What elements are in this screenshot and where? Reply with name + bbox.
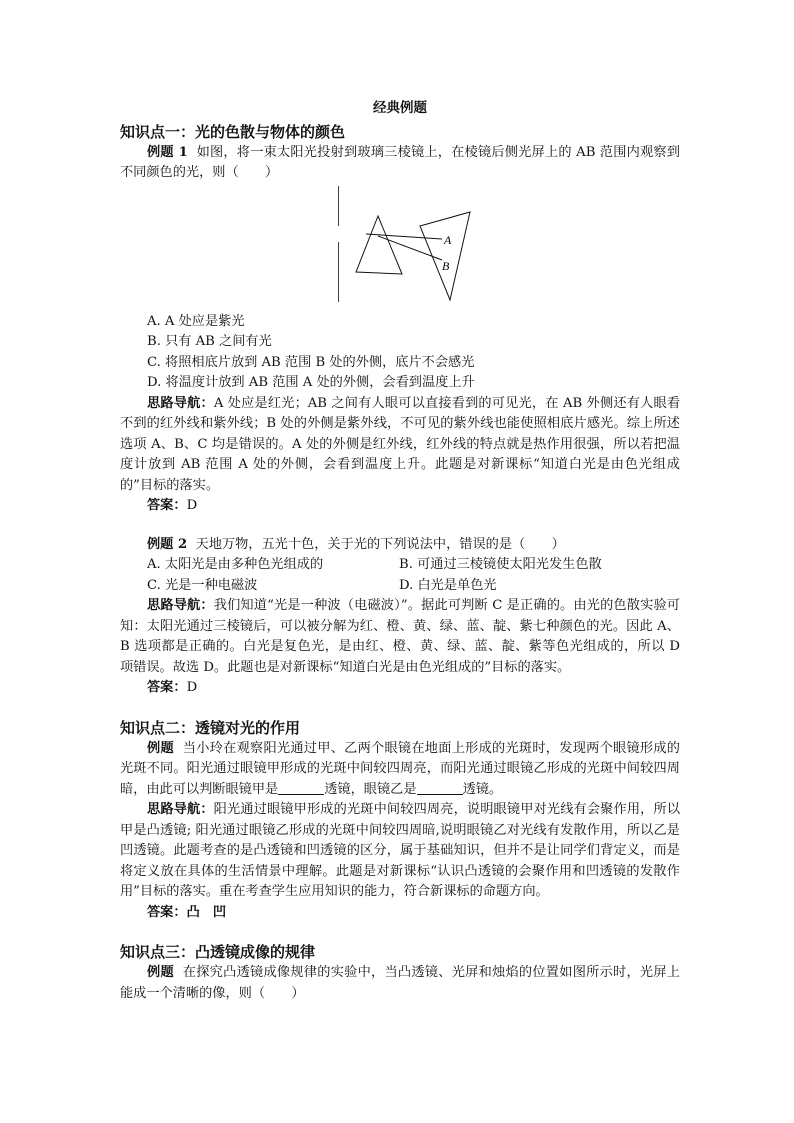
guide-text: 我们知道“光是一种波（电磁波）”。据此可判断 C 是正确的。由光的色散实验可知：太阳光通过三棱镜后，可以被分解为红、橙、黄、绿、蓝、靛、紫七种颜色的光。因此 A、B 选项都是正确的。白光是复色光，是由红、橙、黄、绿、蓝、靛、紫等色光组成的，所以 D 项错误。故选 D。此题也是对新课标“知道白光是由色光组成的”目标的落实。 bbox=[120, 598, 680, 675]
guide-text: A 处应是红光；AB 之间有人眼可以直接看到的可见光，在 AB 外侧还有人眼看不到的红外线和紫外线；B 处的外侧是紫外线，不可见的紫外线也能使照相底片感光。综上所述选项 A、B、C 均是错误的。A 处的外侧是红外线，红外线的特点就是热作用很强，所以若把温度计放到 AB 范围 A 处的外侧，会看到温度上升。此题是对新课标“知道白光是由色光组成的”目标的落实。 bbox=[120, 395, 681, 493]
example-1-question bbox=[120, 143, 680, 184]
guide-text: 阳光通过眼镜甲形成的光斑中间较四周亮，说明眼镜甲对光线有会聚作用，所以甲是凸透镜; 阳光通过眼镜乙形成的光斑中间较四周暗,说明眼镜乙对光线有发散作用，所以乙是凹透镜。此题考查的是凸透镜和凹透镜的区分，属于基础知识，但并不是让同学们背定义，而是将定义放在具体的生活情景中理解。此题是对新课标“认识凸透镜的会聚作用和凹透镜的发散作用”目标的落实。重在考查学生应用知识的能力，符合新课标的命题方向。 bbox=[120, 802, 681, 899]
label-a: A bbox=[444, 232, 452, 247]
example-2-label: 例题 2 bbox=[147, 536, 188, 552]
blank-1[interactable] bbox=[278, 781, 324, 795]
section-2-answer bbox=[120, 903, 680, 924]
example-2-options-row-1 bbox=[147, 555, 680, 576]
light-screen bbox=[420, 212, 470, 300]
question-text-a: 当小玲在观察阳光通过甲、乙两个眼镜在地面上形成的光斑时，发现两个眼镜形成的光斑不同。阳光通过眼镜甲形成的光斑中间较四周亮，而阳光通过眼镜乙形成的光斑中间较四周暗，由此可以判断眼镜甲是 bbox=[120, 740, 680, 797]
example-2-options-row-2 bbox=[147, 576, 680, 597]
section-heading-3: 知识点三：凸透镜成像的规律 bbox=[120, 943, 316, 961]
example-2-guide bbox=[120, 596, 680, 678]
example-2-text: 天地万物，五光十色，关于光的下列说法中，错误的是（ ） bbox=[195, 536, 565, 552]
section-3-question bbox=[120, 963, 680, 1004]
question-text-b: 透镜，眼镜乙是 bbox=[324, 781, 417, 797]
example-1-text: 如图，将一束太阳光投射到玻璃三棱镜上，在棱镜后侧光屏上的 AB 范围内观察到不同颜色的光，则（ ） bbox=[120, 144, 680, 180]
example-label: 例题 bbox=[147, 965, 174, 980]
example-2-question bbox=[120, 535, 680, 556]
option-c: C. 将照相底片放到 AB 范围 B 处的外侧，底片不会感光 bbox=[147, 354, 475, 370]
blank-2[interactable] bbox=[417, 781, 463, 795]
option-b: B. 可通过三棱镜使太阳光发生色散 bbox=[399, 557, 602, 572]
option-d: D. 将温度计放到 AB 范围 A 处的外侧，会看到温度上升 bbox=[147, 375, 475, 390]
glass-prism bbox=[356, 216, 402, 274]
answer-label: 答案： bbox=[147, 498, 187, 513]
option-a: A. A 处应是紫光 bbox=[147, 313, 245, 329]
answer-text: 凸 凹 bbox=[186, 904, 227, 920]
label-b: B bbox=[442, 258, 450, 273]
document-title: 经典例题 bbox=[373, 100, 427, 116]
question-text: 在探究凸透镜成像规律的实验中，当凸透镜、光屏和烛焰的位置如图所示时，光屏上能成一个清晰的像，则（ ） bbox=[120, 965, 680, 1001]
section-heading-2: 知识点二：透镜对光的作用 bbox=[120, 718, 301, 737]
example-1-label: 例题 1 bbox=[147, 144, 188, 160]
option-b: B. 只有 AB 之间有光 bbox=[147, 334, 272, 349]
example-2-answer bbox=[120, 678, 680, 699]
prism-figure bbox=[120, 186, 680, 306]
guide-label: 思路导航： bbox=[147, 802, 214, 817]
section-heading-1: 知识点一：光的色散与物体的颜色 bbox=[120, 122, 346, 141]
prism-diagram bbox=[338, 186, 478, 304]
option-a: A. 太阳光是由多种色光组成的 bbox=[147, 557, 324, 572]
option-c: C. 光是一种电磁波 bbox=[147, 577, 258, 593]
example-label: 例题 bbox=[147, 740, 174, 756]
light-ray-b bbox=[378, 236, 442, 260]
section-2-guide bbox=[120, 800, 680, 903]
question-text-c: 透镜。 bbox=[462, 781, 503, 797]
guide-label: 思路导航： bbox=[147, 395, 214, 411]
answer-label: 答案： bbox=[147, 680, 187, 695]
answer-text: D bbox=[186, 680, 198, 695]
option-d: D. 白光是单色光 bbox=[399, 577, 497, 593]
light-ray-a bbox=[366, 234, 442, 239]
example-1-guide bbox=[120, 394, 680, 497]
section-2-question bbox=[120, 739, 680, 801]
guide-label: 思路导航： bbox=[147, 598, 214, 613]
document-page bbox=[120, 98, 680, 1004]
example-1-answer bbox=[120, 496, 680, 517]
answer-label: 答案： bbox=[147, 904, 187, 920]
answer-text: D bbox=[186, 498, 198, 513]
